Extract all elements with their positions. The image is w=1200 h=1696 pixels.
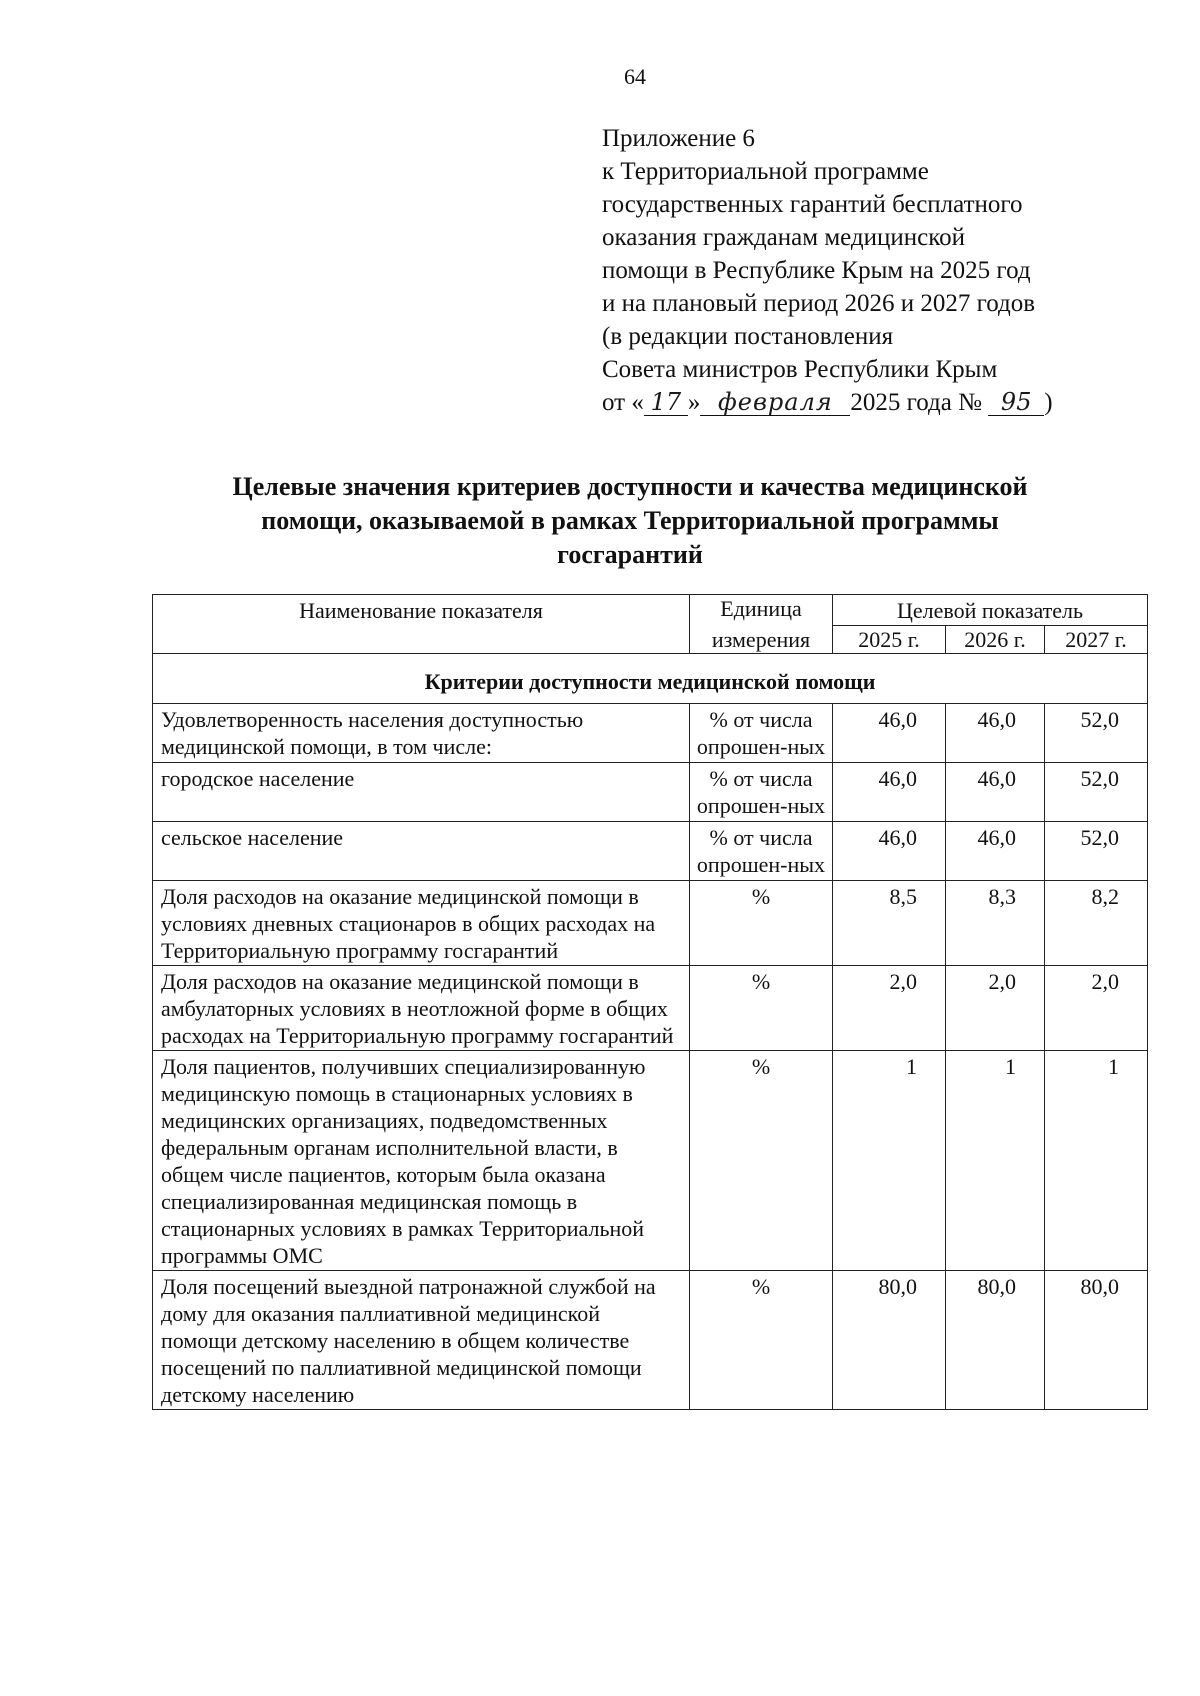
row-name: Доля расходов на оказание медицинской помощи в амбулаторных условиях в неотложной форме в общих расходах на Территориальную программу госгарантий bbox=[153, 966, 690, 1051]
row-value-2025: 2,0 bbox=[833, 966, 946, 1051]
row-name: сельское население bbox=[153, 822, 690, 881]
indicators-table bbox=[152, 594, 1148, 1410]
row-value-2025: 46,0 bbox=[833, 763, 946, 822]
header-year-2027: 2027 г. bbox=[1045, 626, 1148, 654]
title-line: Целевые значения критериев доступности и качества медицинской bbox=[232, 472, 1028, 501]
handwritten-doc-number: 95 bbox=[988, 389, 1044, 416]
row-value-2027: 8,2 bbox=[1045, 881, 1148, 966]
document-title bbox=[150, 470, 1110, 572]
date-suffix: 2025 года № bbox=[850, 389, 982, 416]
row-value-2025: 80,0 bbox=[833, 1271, 946, 1410]
appendix-line: Совета министров Республики Крым bbox=[602, 356, 998, 383]
date-prefix: от « bbox=[602, 389, 644, 416]
row-value-2025: 8,5 bbox=[833, 881, 946, 966]
handwritten-month: февраля bbox=[700, 389, 850, 416]
header-year-2025: 2025 г. bbox=[833, 626, 946, 654]
table-row bbox=[153, 704, 1148, 763]
table-row bbox=[153, 966, 1148, 1051]
row-name: городское население bbox=[153, 763, 690, 822]
row-value-2026: 2,0 bbox=[946, 966, 1045, 1051]
row-name: Доля посещений выездной патронажной службой на дому для оказания паллиативной медицинской помощи детскому населению в общем количестве посещений по паллиативной медицинской помощи детскому населению bbox=[153, 1271, 690, 1410]
appendix-line: и на плановый период 2026 и 2027 годов bbox=[602, 290, 1036, 317]
row-value-2026: 46,0 bbox=[946, 763, 1045, 822]
table-row bbox=[153, 763, 1148, 822]
row-name: Доля расходов на оказание медицинской помощи в условиях дневных стационаров в общих расходах на Территориальную программу госгарантий bbox=[153, 881, 690, 966]
row-value-2027: 2,0 bbox=[1045, 966, 1148, 1051]
row-unit: % от числа опрошен-ных bbox=[690, 704, 833, 763]
header-year-2026: 2026 г. bbox=[946, 626, 1045, 654]
header-name: Наименование показателя bbox=[153, 595, 690, 654]
row-value-2025: 1 bbox=[833, 1051, 946, 1271]
row-unit: % bbox=[690, 1271, 833, 1410]
row-unit: % bbox=[690, 1051, 833, 1271]
appendix-line: помощи в Республике Крым на 2025 год bbox=[602, 257, 1031, 284]
table-row bbox=[153, 1051, 1148, 1271]
handwritten-day: 17 bbox=[644, 389, 688, 416]
section-title: Критерии доступности медицинской помощи bbox=[153, 654, 1148, 704]
appendix-line: оказания гражданам медицинской bbox=[602, 224, 966, 251]
row-value-2027: 52,0 bbox=[1045, 822, 1148, 881]
row-value-2025: 46,0 bbox=[833, 704, 946, 763]
row-value-2026: 46,0 bbox=[946, 704, 1045, 763]
row-unit: % от числа опрошен-ных bbox=[690, 763, 833, 822]
row-name: Доля пациентов, получивших специализированную медицинскую помощь в стационарных условиях в медицинских организациях, подведомственных федеральным органам исполнительной власти, в общем числе пациентов, которым была оказана специализированная медицинская помощь в стационарных условиях в рамках Территориальной программы ОМС bbox=[153, 1051, 690, 1271]
appendix-line: (в редакции постановления bbox=[602, 323, 894, 350]
appendix-block bbox=[602, 122, 1122, 419]
appendix-line: Приложение 6 bbox=[602, 125, 755, 152]
appendix-line: к Территориальной программе bbox=[602, 158, 929, 185]
section-row bbox=[153, 654, 1148, 704]
row-value-2026: 80,0 bbox=[946, 1271, 1045, 1410]
row-value-2027: 52,0 bbox=[1045, 763, 1148, 822]
row-unit: % bbox=[690, 966, 833, 1051]
row-unit: % от числа опрошен-ных bbox=[690, 822, 833, 881]
header-target: Целевой показатель bbox=[833, 595, 1148, 626]
title-line: госгарантий bbox=[557, 540, 703, 569]
title-line: помощи, оказываемой в рамках Территориальной программы bbox=[261, 506, 999, 535]
row-value-2025: 46,0 bbox=[833, 822, 946, 881]
table-row bbox=[153, 1271, 1148, 1410]
date-mid: » bbox=[687, 389, 701, 416]
row-name: Удовлетворенность населения доступностью медицинской помощи, в том числе: bbox=[153, 704, 690, 763]
date-closing: ) bbox=[1044, 389, 1053, 416]
row-value-2026: 1 bbox=[946, 1051, 1045, 1271]
table-row bbox=[153, 881, 1148, 966]
row-value-2027: 1 bbox=[1045, 1051, 1148, 1271]
row-value-2027: 52,0 bbox=[1045, 704, 1148, 763]
header-unit-1: Единица bbox=[690, 595, 833, 626]
table-header-row bbox=[153, 595, 1148, 626]
row-unit: % bbox=[690, 881, 833, 966]
appendix-date-line bbox=[602, 386, 1122, 419]
header-unit-2: измерения bbox=[690, 626, 833, 654]
row-value-2027: 80,0 bbox=[1045, 1271, 1148, 1410]
appendix-line: государственных гарантий бесплатного bbox=[602, 191, 1023, 218]
row-value-2026: 8,3 bbox=[946, 881, 1045, 966]
page-number: 64 bbox=[624, 64, 646, 89]
table-row bbox=[153, 822, 1148, 881]
row-value-2026: 46,0 bbox=[946, 822, 1045, 881]
